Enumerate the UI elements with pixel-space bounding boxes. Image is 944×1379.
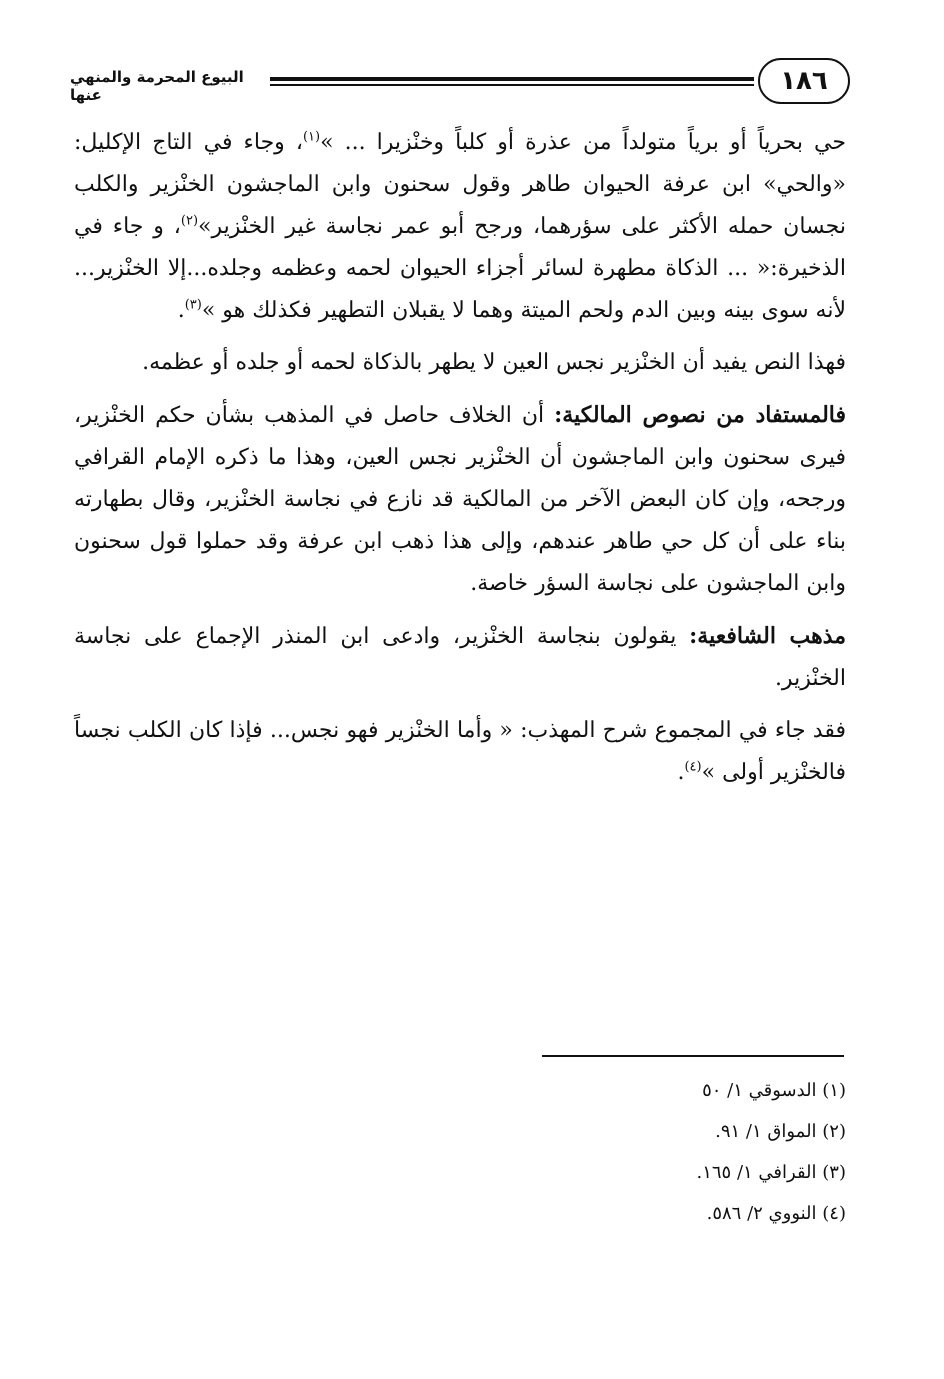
paragraph-3 xyxy=(74,394,846,605)
footnote-separator xyxy=(542,1055,844,1057)
footnote-ref-4: (٤) xyxy=(684,759,702,775)
paragraph-3-text: أن الخلاف حاصل في المذهب بشأن حكم الخنْزير، فيرى سحنون وابن الماجشون أن الخنْزير نجس العين، وهذا ما ذكره الإمام القرافي ورجحه، وإن كان البعض الآخر من المالكية قد نازع في نجاسة الخنْزير، وقال بطهارته بناء على أن كل حي طاهر عندهم، وإلى هذا ذهب ابن عرفة وقد حملوا قول سحنون وابن الماجشون على نجاسة السؤر خاصة. xyxy=(74,403,846,596)
paragraph-1-part-d: . xyxy=(177,298,185,323)
paragraph-4-text: يقولون بنجاسة الخنْزير، وادعى ابن المنذر الإجماع على نجاسة الخنْزير. xyxy=(74,624,846,691)
paragraph-1-part-b: ، وجاء في التاج الإكليل: «والحي» ابن عرفة الحيوان طاهر وقول سحنون وابن الماجشون الخنْزير والكلب نجسان حمله الأكثر على سؤرهما، ورجح أبو عمر نجاسة غير الخنْزير» xyxy=(74,130,846,239)
footnote-ref-2: (٢) xyxy=(180,213,199,229)
footnote-4: (٤) النووي ٢/ ٥٨٦. xyxy=(706,1203,846,1224)
footnote-2: (٢) المواق ١/ ٩١. xyxy=(715,1121,846,1142)
paragraph-5-part-a: فقد جاء في المجموع شرح المهذب: « وأما الخنْزير فهو نجس... فإذا كان الكلب نجساً فالخنْزير أولى » xyxy=(74,718,846,785)
paragraph-4 xyxy=(74,615,846,700)
footnote-3: (٣) القرافي ١/ ١٦٥. xyxy=(696,1162,846,1183)
paragraph-1-part-c: ، و جاء في الذخيرة:« ... الذكاة مطهرة لسائر أجزاء الحيوان لحمه وعظمه وجلده...إلا الخنْزير... لأنه سوى بينه وبين الدم ولحم الميتة وهما لا يقبلان التطهير فكذلك هو » xyxy=(74,214,846,323)
paragraph-4-lead: مذهب الشافعية: xyxy=(689,623,846,649)
header-rule-thick xyxy=(270,77,754,81)
footnote-ref-1: (١) xyxy=(302,129,321,145)
page-number: ١٨٦ xyxy=(758,58,850,104)
paragraph-3-lead: فالمستفاد من نصوص المالكية: xyxy=(554,402,847,428)
paragraph-1-part-a: حي بحرياً أو برياً متولداً من عذرة أو كلباً وخنْزيرا ... » xyxy=(320,130,846,155)
paragraph-5-part-b: . xyxy=(677,760,685,785)
paragraph-2: فهذا النص يفيد أن الخنْزير نجس العين لا يطهر بالذكاة لحمه أو جلده أو عظمه. xyxy=(142,350,846,375)
page-header xyxy=(70,58,850,108)
footnote-ref-3: (٣) xyxy=(184,297,202,313)
header-rule xyxy=(270,77,754,89)
paragraph-5 xyxy=(74,710,846,794)
main-text xyxy=(74,122,846,794)
footnote-1: (١) الدسوقي ١/ ٥٠ xyxy=(702,1080,846,1101)
paragraph-1 xyxy=(74,122,846,332)
footnotes xyxy=(696,1070,846,1234)
running-title: البيوع المحرمة والمنهي عنها xyxy=(70,68,244,104)
header-rule-thin xyxy=(270,84,754,86)
